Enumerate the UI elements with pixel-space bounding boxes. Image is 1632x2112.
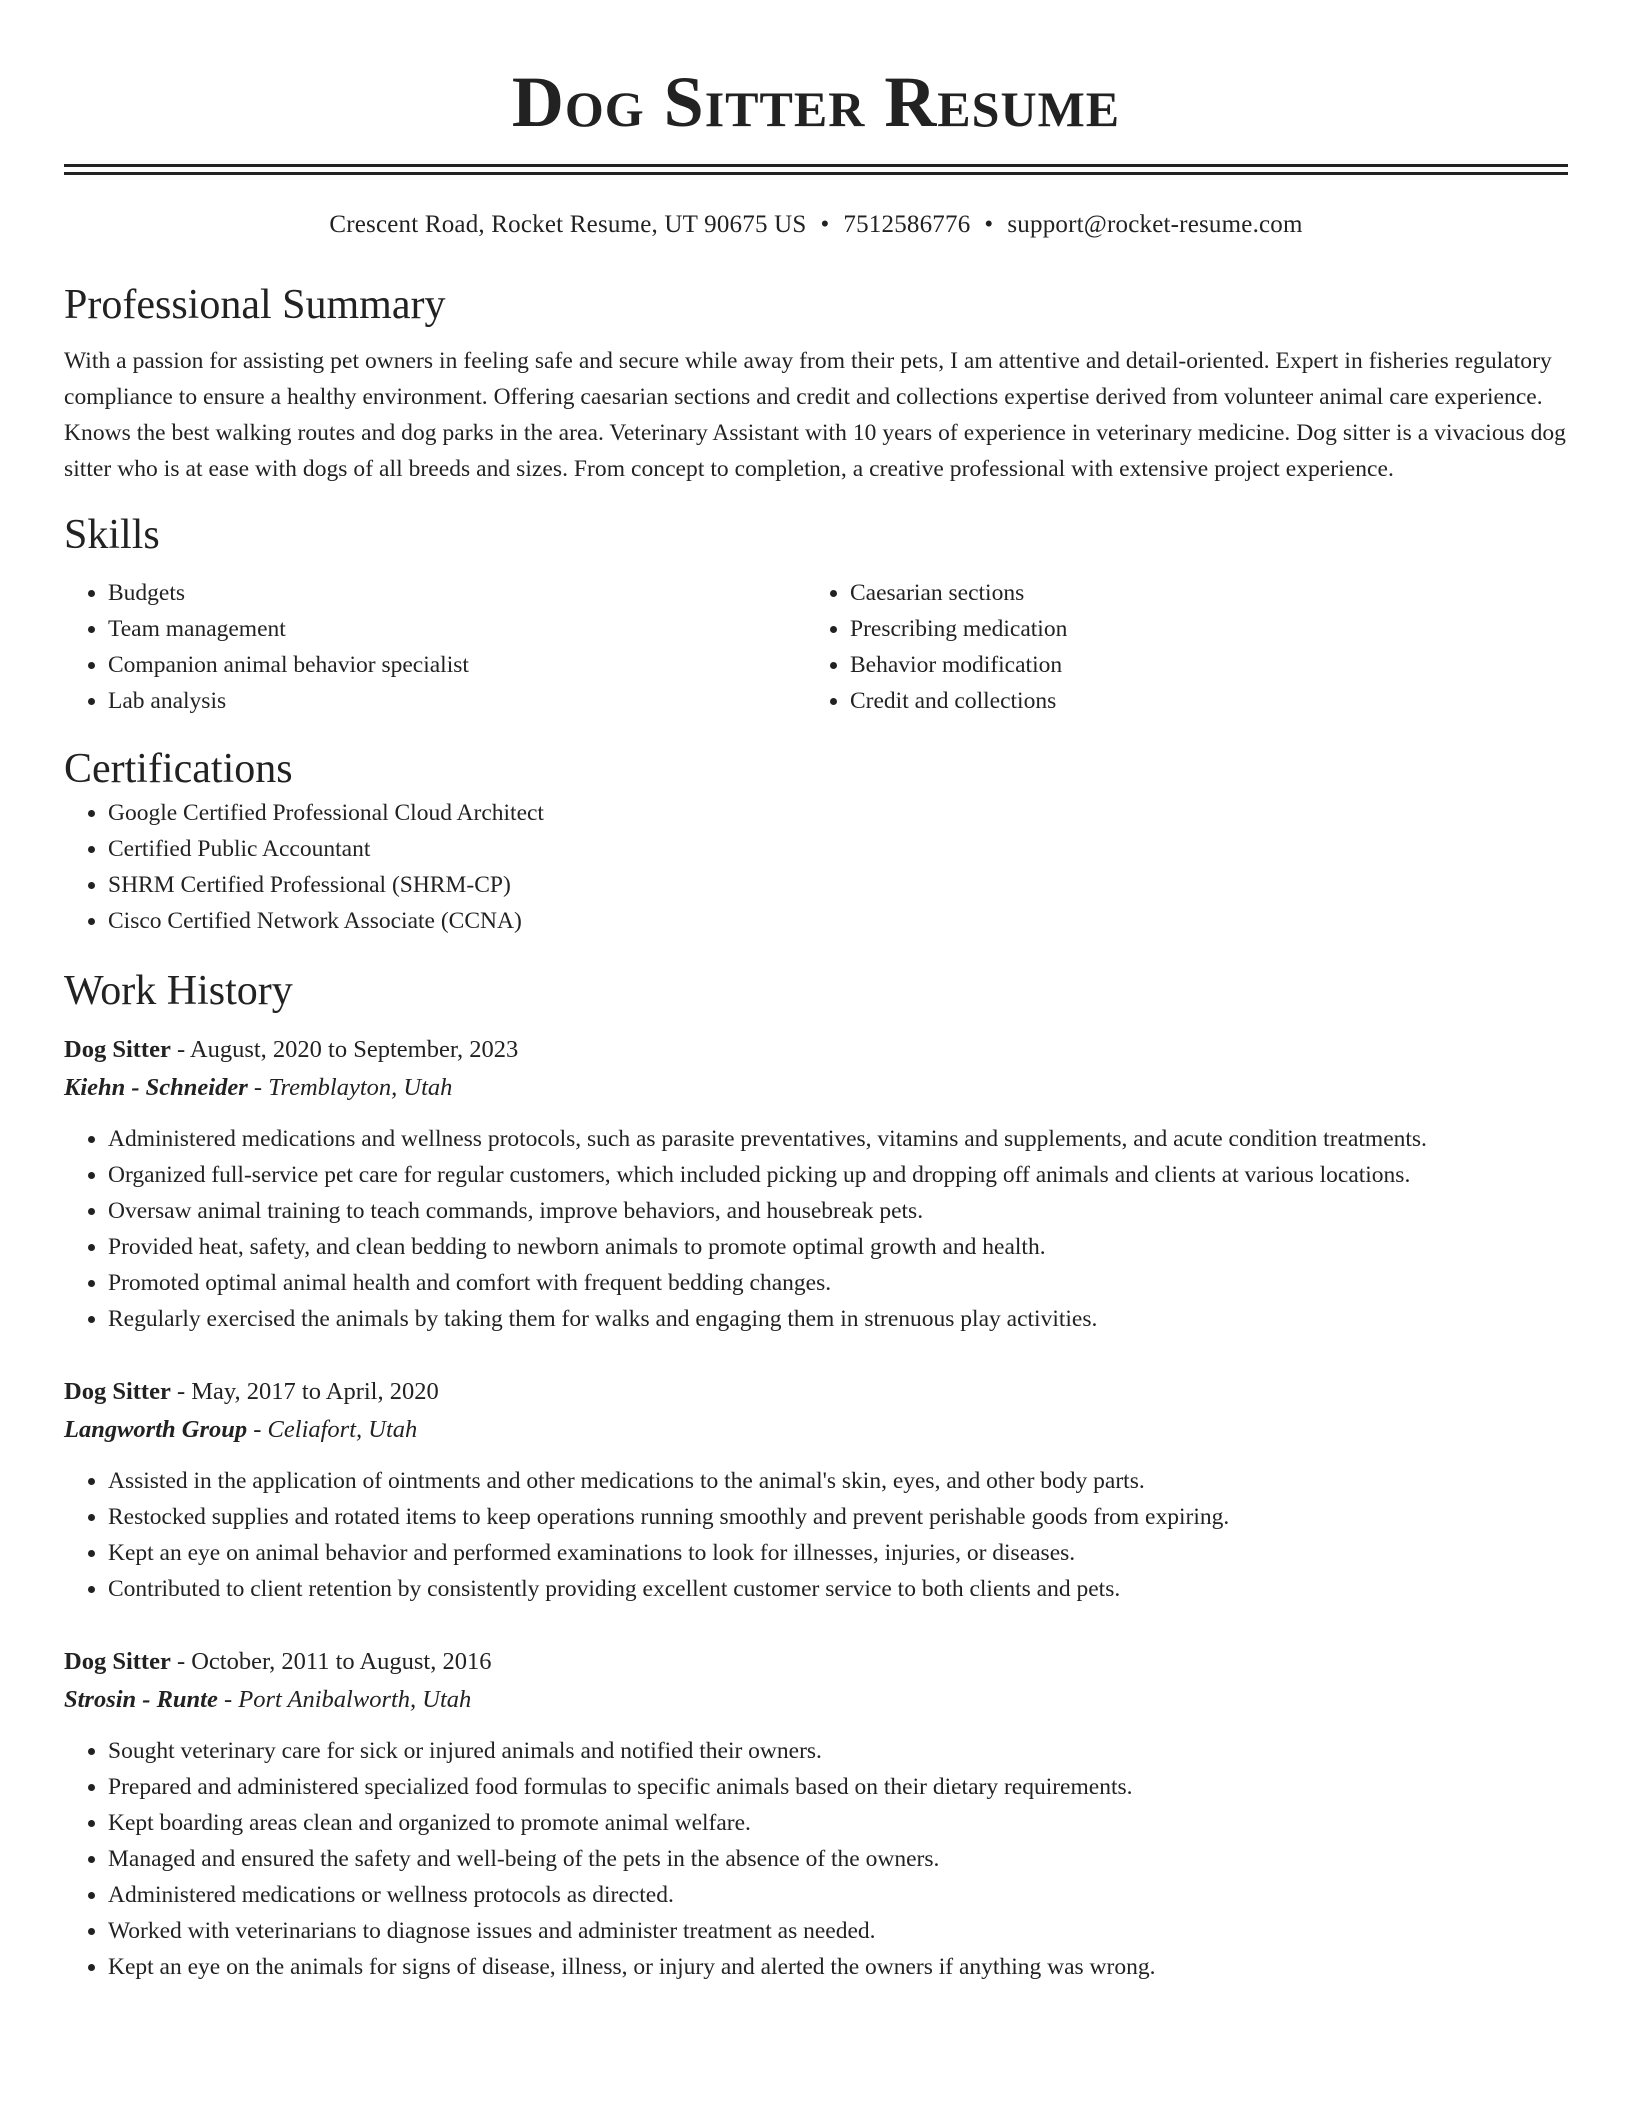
section-title-skills: Skills	[64, 512, 160, 558]
contact-phone: 7512586776	[843, 211, 971, 238]
job-duty-item: • Promoted optimal animal health and comfort with frequent bedding changes.	[108, 1265, 1568, 1301]
job-duties-list	[64, 1733, 1568, 1985]
certification-item: • Certified Public Accountant	[108, 831, 1568, 867]
skills-column-left	[64, 575, 806, 719]
job-duty-item: • Administered medications or wellness protocols as directed.	[108, 1877, 1568, 1913]
job-role: Dog Sitter	[64, 1378, 171, 1405]
resume-title: Dog Sitter Resume	[511, 62, 1121, 142]
skill-item: • Behavior modification	[850, 647, 1548, 683]
skills-grid	[64, 575, 1568, 719]
contact-separator: •	[820, 211, 830, 238]
job-company: Kiehn - Schneider	[64, 1074, 248, 1101]
job-role: Dog Sitter	[64, 1648, 171, 1675]
job-dates: - October, 2011 to August, 2016	[170, 1648, 492, 1675]
job-role: Dog Sitter	[64, 1036, 171, 1063]
job-entry	[64, 1373, 1568, 1607]
contact-address: Crescent Road, Rocket Resume, UT 90675 US	[329, 211, 807, 238]
skill-item: • Lab analysis	[108, 683, 806, 719]
skill-item: • Budgets	[108, 575, 806, 611]
certification-item: • Google Certified Professional Cloud Architect	[108, 795, 1568, 831]
job-duty-item: • Contributed to client retention by consistently providing excellent customer service to both clients and pets.	[108, 1571, 1568, 1607]
job-location: - Port Anibalworth, Utah	[217, 1686, 472, 1713]
job-duty-item: • Kept boarding areas clean and organized to promote animal welfare.	[108, 1805, 1568, 1841]
contact-email: support@rocket-resume.com	[1007, 211, 1303, 238]
job-duty-item: • Assisted in the application of ointments and other medications to the animal's skin, eyes, and other body parts.	[108, 1463, 1568, 1499]
section-title-work-history: Work History	[64, 968, 293, 1014]
skills-column-right	[806, 575, 1548, 719]
job-duty-item: • Administered medications and wellness protocols, such as parasite preventatives, vitamins and supplements, and acute condition treatments.	[108, 1121, 1568, 1157]
section-title-summary: Professional Summary	[64, 282, 446, 328]
job-duty-item: • Kept an eye on animal behavior and performed examinations to look for illnesses, injuries, or diseases.	[108, 1535, 1568, 1571]
skill-item: • Credit and collections	[850, 683, 1548, 719]
job-role-line	[64, 1373, 1568, 1411]
job-duties-list	[64, 1463, 1568, 1607]
job-company-line	[64, 1411, 1568, 1449]
skills-list-right	[806, 575, 1548, 719]
job-duty-item: • Sought veterinary care for sick or injured animals and notified their owners.	[108, 1733, 1568, 1769]
section-title-certifications: Certifications	[64, 746, 293, 792]
job-dates: - August, 2020 to September, 2023	[170, 1036, 519, 1063]
job-dates: - May, 2017 to April, 2020	[170, 1378, 439, 1405]
certifications-list	[64, 795, 1568, 939]
job-duties-list	[64, 1121, 1568, 1337]
job-company: Strosin - Runte	[64, 1686, 218, 1713]
job-duty-item: • Worked with veterinarians to diagnose issues and administer treatment as needed.	[108, 1913, 1568, 1949]
job-company-line	[64, 1681, 1568, 1719]
job-company-line	[64, 1069, 1568, 1107]
job-duty-item: • Kept an eye on the animals for signs of disease, illness, or injury and alerted the owners if anything was wrong.	[108, 1949, 1568, 1985]
job-entry	[64, 1031, 1568, 1337]
job-duty-item: • Organized full-service pet care for regular customers, which included picking up and dropping off animals and clients at various locations.	[108, 1157, 1568, 1193]
job-duty-item: • Provided heat, safety, and clean bedding to newborn animals to promote optimal growth and health.	[108, 1229, 1568, 1265]
contact-separator: •	[984, 211, 994, 238]
skill-item: • Prescribing medication	[850, 611, 1548, 647]
job-role-line	[64, 1643, 1568, 1681]
job-company: Langworth Group	[64, 1416, 248, 1443]
certification-item: • Cisco Certified Network Associate (CCNA)	[108, 903, 1568, 939]
skill-item: • Team management	[108, 611, 806, 647]
skills-list-left	[64, 575, 806, 719]
job-role-line	[64, 1031, 1568, 1069]
job-duty-item: • Oversaw animal training to teach commands, improve behaviors, and housebreak pets.	[108, 1193, 1568, 1229]
job-duty-item: • Regularly exercised the animals by taking them for walks and engaging them in strenuous play activities.	[108, 1301, 1568, 1337]
contact-line	[64, 209, 1568, 241]
summary-text: With a passion for assisting pet owners in feeling safe and secure while away from their pets, I am attentive and detail-oriented. Expert in fisheries regulatory compliance to ensure a healthy environment. Offering caesarian sections and credit and collections expertise derived from volunteer animal care experience. Knows the best walking routes and dog parks in the area. Veterinary Assistant with 10 years of experience in veterinary medicine. Dog sitter is a vivacious dog sitter who is at ease with dogs of all breeds and sizes. From concept to completion, a creative professional with extensive project experience.	[64, 348, 1566, 482]
title-double-rule	[64, 164, 1568, 175]
job-duty-item: • Prepared and administered specialized food formulas to specific animals based on their dietary requirements.	[108, 1769, 1568, 1805]
job-location: - Celiafort, Utah	[247, 1416, 418, 1443]
skill-item: • Companion animal behavior specialist	[108, 647, 806, 683]
certification-item: • SHRM Certified Professional (SHRM-CP)	[108, 867, 1568, 903]
job-duty-item: • Managed and ensured the safety and well-being of the pets in the absence of the owners.	[108, 1841, 1568, 1877]
job-entry	[64, 1643, 1568, 1985]
job-duty-item: • Restocked supplies and rotated items to keep operations running smoothly and prevent perishable goods from expiring.	[108, 1499, 1568, 1535]
skill-item: • Caesarian sections	[850, 575, 1548, 611]
job-location: - Tremblayton, Utah	[247, 1074, 453, 1101]
